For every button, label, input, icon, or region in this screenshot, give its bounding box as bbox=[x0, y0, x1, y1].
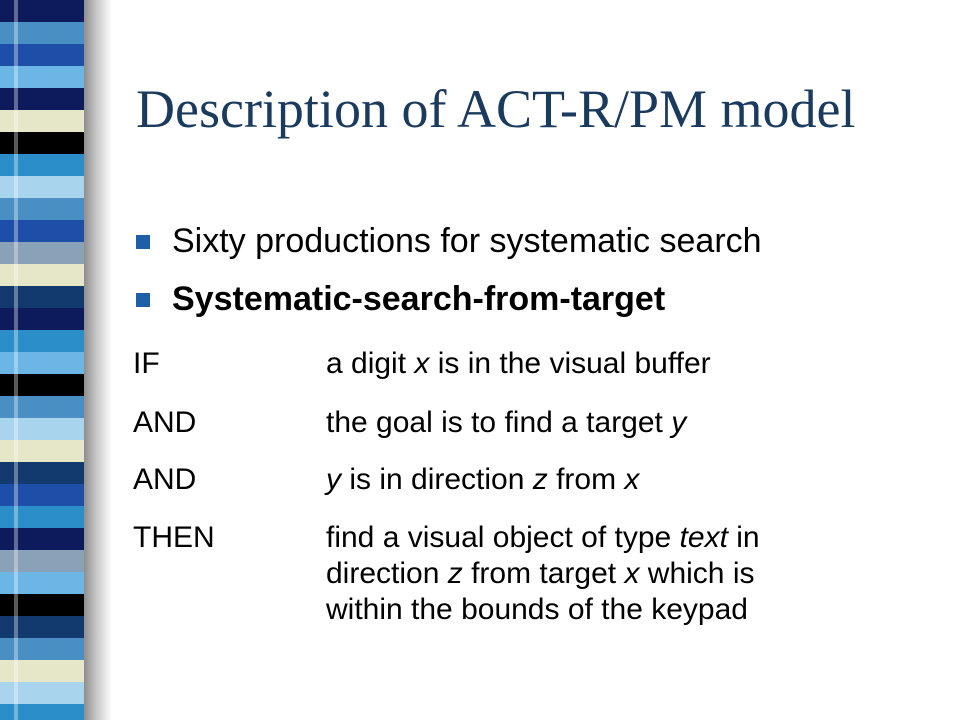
band-stripe bbox=[0, 550, 84, 572]
band-stripe bbox=[0, 528, 84, 550]
bullet-item-production-name bbox=[136, 280, 665, 319]
band-stripe bbox=[0, 396, 84, 418]
band-stripe bbox=[0, 110, 84, 132]
rule-variable: z bbox=[447, 557, 463, 590]
band-stripe bbox=[0, 440, 84, 462]
rule-line bbox=[326, 520, 760, 556]
rule-text: is in the visual buffer bbox=[429, 347, 711, 380]
band-stripe bbox=[0, 242, 84, 264]
rule-variable: y bbox=[671, 406, 687, 439]
rule-condition bbox=[326, 405, 686, 441]
band-stripe bbox=[0, 682, 84, 704]
band-stripe bbox=[0, 616, 84, 638]
band-stripe bbox=[0, 44, 84, 66]
rule-text: a digit bbox=[326, 347, 415, 380]
rule-line bbox=[326, 405, 686, 441]
rule-line bbox=[326, 592, 760, 628]
square-bullet-icon bbox=[136, 293, 150, 307]
rule-variable: x bbox=[624, 463, 640, 496]
rule-text: from target bbox=[462, 557, 625, 590]
band-stripe bbox=[0, 264, 84, 286]
band-stripe bbox=[0, 0, 84, 22]
rule-text: which is bbox=[639, 557, 755, 590]
band-stripe bbox=[0, 286, 84, 308]
band-stripe bbox=[0, 594, 84, 616]
rule-line bbox=[326, 346, 711, 382]
rule-condition bbox=[326, 462, 639, 498]
band-stripe bbox=[0, 660, 84, 682]
rule-text: find a visual object of type bbox=[326, 521, 680, 554]
band-stripe bbox=[0, 330, 84, 352]
band-stripe bbox=[0, 506, 84, 528]
band-stripe bbox=[0, 418, 84, 440]
rule-text: is in direction bbox=[341, 463, 533, 496]
square-bullet-icon bbox=[136, 235, 150, 249]
band-stripe bbox=[0, 88, 84, 110]
band-stripe bbox=[0, 572, 84, 594]
band-stripe bbox=[0, 22, 84, 44]
band-stripe bbox=[0, 374, 84, 396]
band-stripe bbox=[0, 176, 84, 198]
rule-text: in bbox=[727, 521, 760, 554]
band-stripe bbox=[0, 154, 84, 176]
rule-line bbox=[326, 556, 760, 592]
rule-condition bbox=[326, 346, 711, 382]
band-stripe bbox=[0, 308, 84, 330]
rule-variable: z bbox=[532, 463, 548, 496]
rule-keyword: AND bbox=[133, 463, 197, 496]
band-stripe bbox=[0, 220, 84, 242]
bullet-text: Systematic-search-from-target bbox=[172, 280, 666, 318]
band-stripe bbox=[0, 704, 84, 720]
band-stripe bbox=[0, 352, 84, 374]
band-highlight bbox=[14, 0, 18, 720]
band-stripe bbox=[0, 638, 84, 660]
rule-keyword: AND bbox=[133, 406, 197, 439]
band-stripe bbox=[0, 198, 84, 220]
band-stripe bbox=[0, 484, 84, 506]
decorative-striped-band bbox=[0, 0, 84, 720]
rule-line bbox=[326, 462, 639, 498]
slide-title: Description of ACT-R/PM model bbox=[136, 79, 856, 139]
bullet-text: Sixty productions for systematic search bbox=[172, 222, 762, 260]
rule-variable: text bbox=[679, 521, 728, 554]
band-shadow bbox=[84, 0, 112, 720]
rule-text: from bbox=[547, 463, 625, 496]
rule-text: within the bounds of the keypad bbox=[326, 593, 748, 626]
band-stripe bbox=[0, 462, 84, 484]
rule-keyword: THEN bbox=[133, 521, 215, 554]
rule-variable: x bbox=[624, 557, 640, 590]
rule-keyword: IF bbox=[133, 347, 160, 380]
rule-variable: x bbox=[414, 347, 430, 380]
rule-text: the goal is to find a target bbox=[326, 406, 672, 439]
rule-variable: y bbox=[326, 463, 341, 496]
rule-action bbox=[326, 520, 760, 628]
bullet-item-sixty-productions bbox=[136, 222, 762, 261]
rule-text: direction bbox=[326, 557, 448, 590]
band-stripe bbox=[0, 132, 84, 154]
band-stripe bbox=[0, 66, 84, 88]
